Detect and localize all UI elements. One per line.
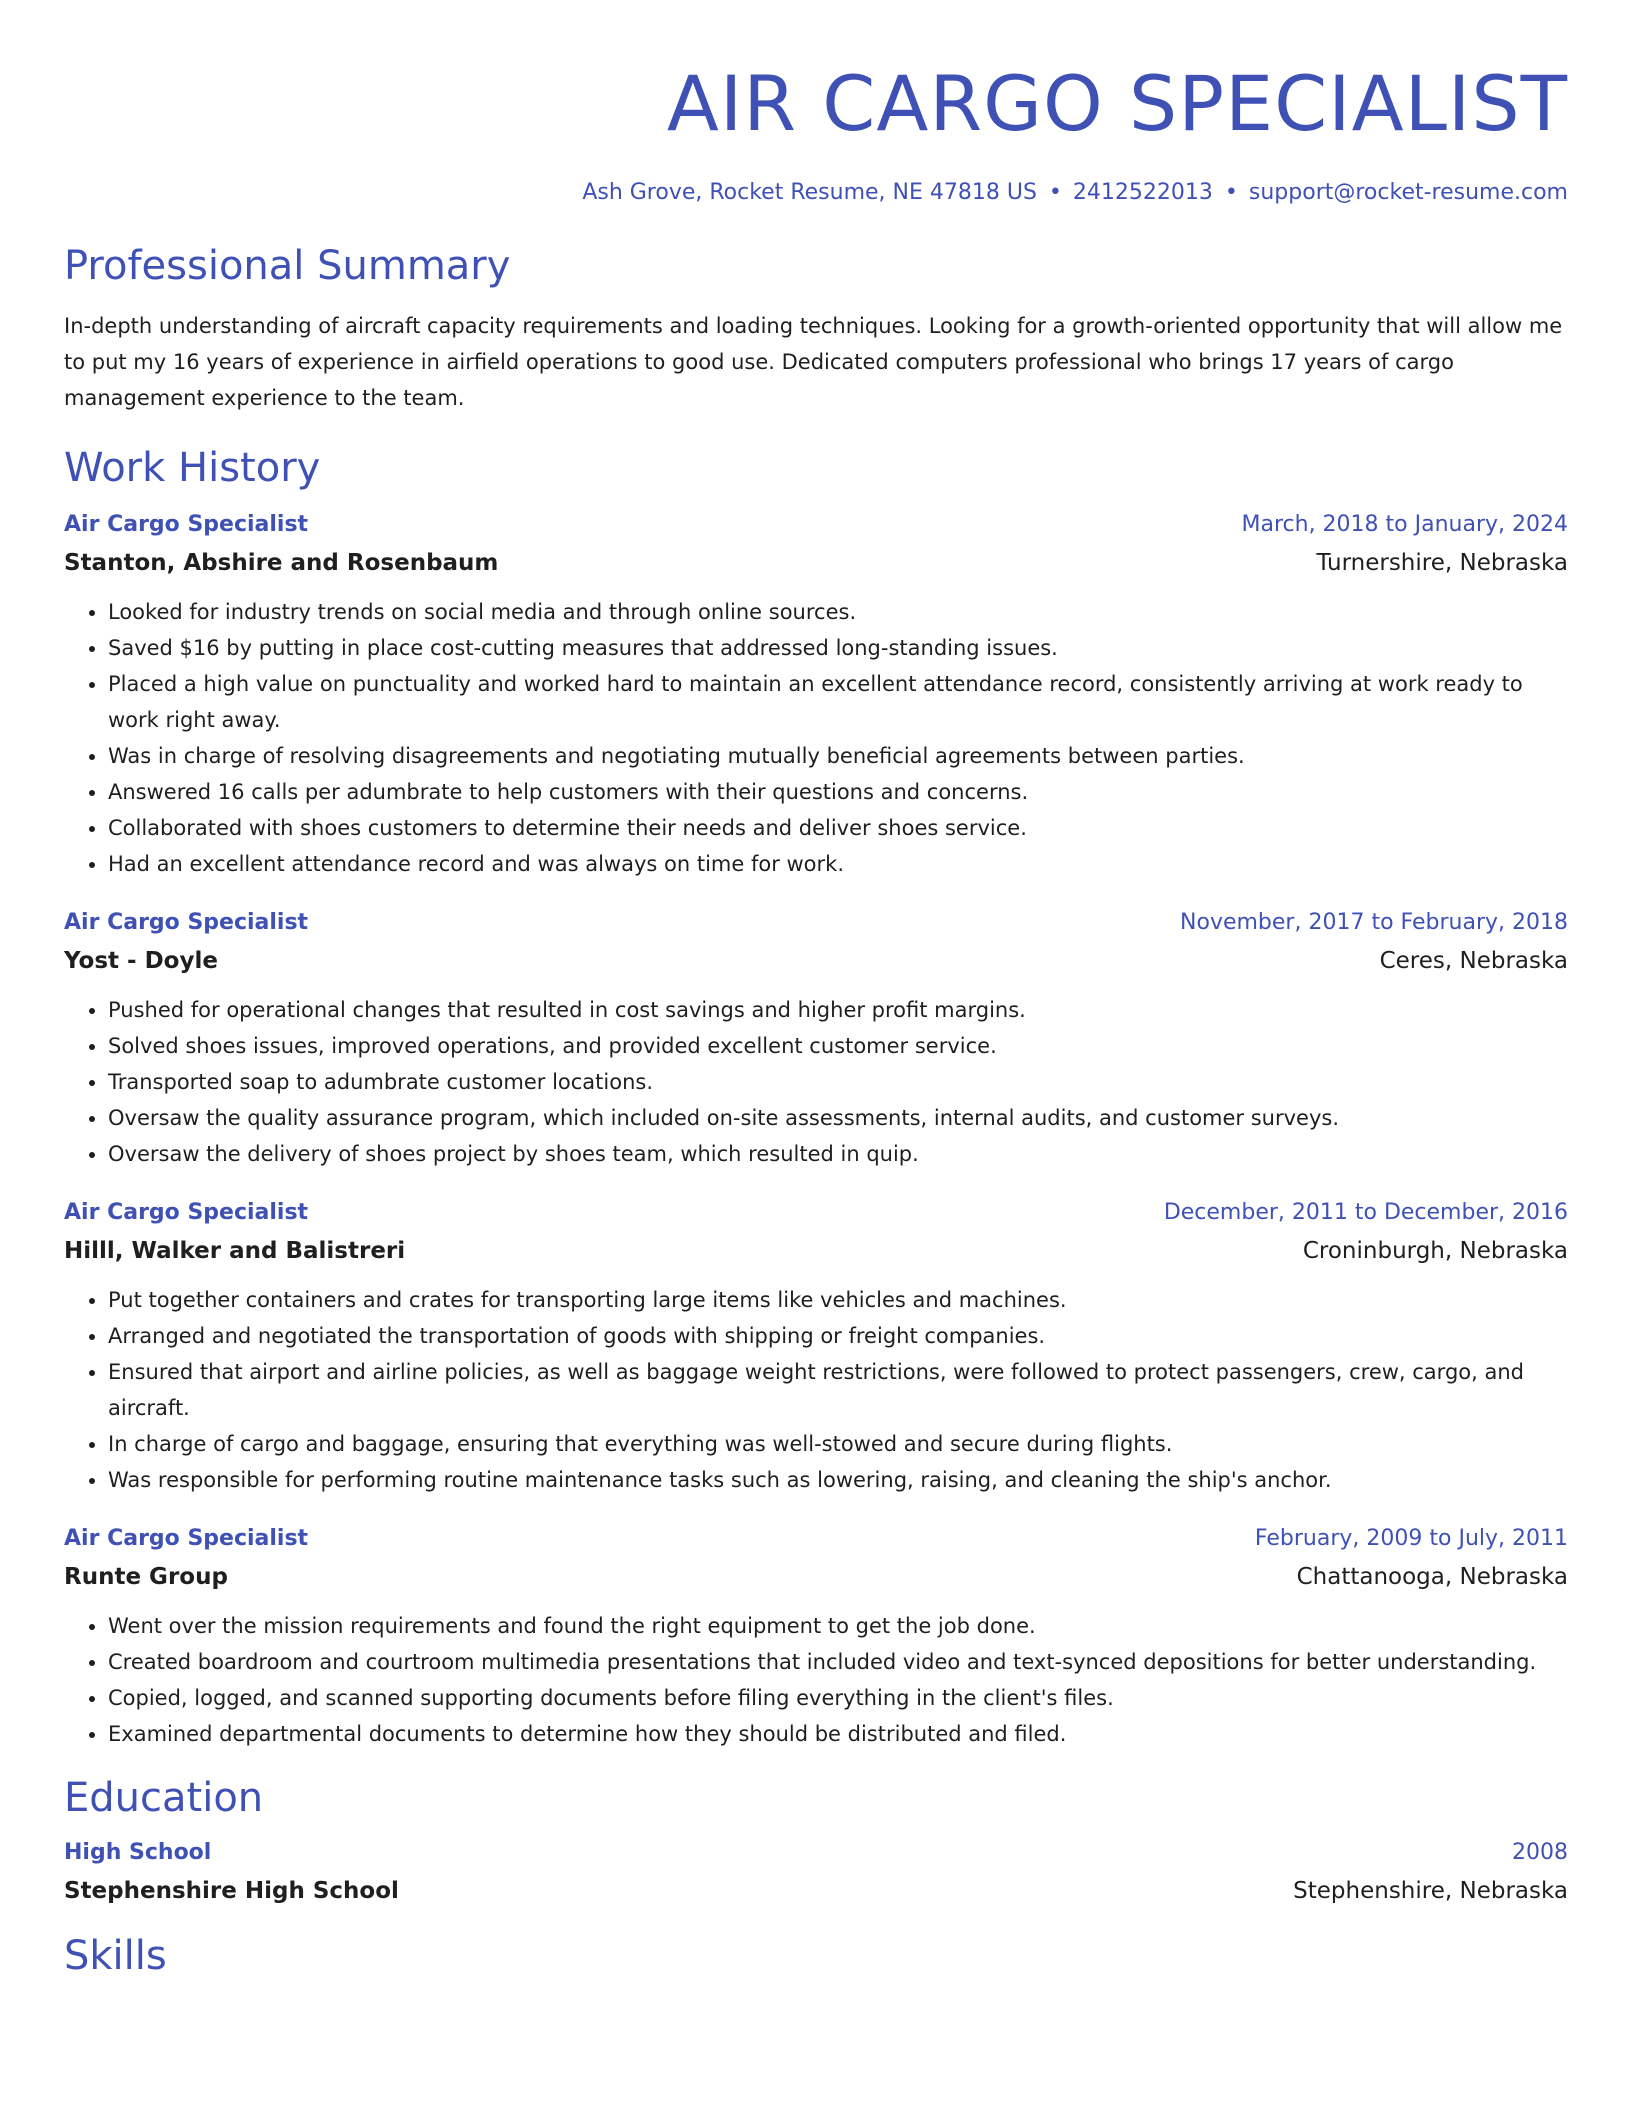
job-company-row [64, 942, 1568, 980]
job-bullet: • Looked for industry trends on social media and through online sources. [108, 594, 1568, 630]
job-entry [64, 904, 1568, 1172]
job-title-row [64, 1520, 1568, 1558]
job-company-row [64, 1232, 1568, 1270]
work-history-heading: Work History [64, 445, 321, 491]
job-title: Air Cargo Specialist [64, 1200, 309, 1225]
job-location: Turnershire, Nebraska [1316, 550, 1568, 576]
job-company: Hilll, Walker and Balistreri [64, 1238, 406, 1264]
candidate-name: AIR CARGO SPECIALIST [666, 59, 1568, 148]
job-bullet: • Ensured that airport and airline policies, as well as baggage weight restrictions, were followed to protect passengers, crew, cargo, and aircraft. [108, 1354, 1568, 1426]
job-bullet: • Saved $16 by putting in place cost-cutting measures that addressed long-standing issues. [108, 630, 1568, 666]
job-title: Air Cargo Specialist [64, 1526, 309, 1551]
resume-page [64, 0, 1568, 1980]
job-bullet: • Oversaw the quality assurance program, which included on-site assessments, internal audits, and customer surveys. [108, 1100, 1568, 1136]
education-heading: Education [64, 1775, 264, 1821]
job-bullet: • Arranged and negotiated the transportation of goods with shipping or freight companies. [108, 1318, 1568, 1354]
job-bullet: • In charge of cargo and baggage, ensuring that everything was well-stowed and secure during flights. [108, 1426, 1568, 1462]
job-title-row [64, 1194, 1568, 1232]
job-entry [64, 506, 1568, 882]
summary-text: In-depth understanding of aircraft capacity requirements and loading techniques. Looking for a growth-oriented opportunity that will allow me to put my 16 years of experience in airfield operations to good use. Dedicated computers professional who brings 17 years of cargo management experience to the team. [64, 314, 1563, 410]
job-bullet: • Went over the mission requirements and found the right equipment to get the job done. [108, 1608, 1568, 1644]
education-school-row [64, 1872, 1568, 1910]
contact-separator: • [1224, 180, 1238, 205]
job-bullets [64, 1282, 1568, 1498]
job-bullet: • Put together containers and crates for transporting large items like vehicles and machines. [108, 1282, 1568, 1318]
contact-address: Ash Grove, Rocket Resume, NE 47818 US [582, 180, 1037, 205]
job-company: Runte Group [64, 1564, 228, 1590]
education-degree: High School [64, 1840, 212, 1865]
job-bullets [64, 594, 1568, 882]
job-company: Yost - Doyle [64, 948, 218, 974]
job-dates: November, 2017 to February, 2018 [1180, 910, 1568, 935]
job-title-row [64, 904, 1568, 942]
job-title: Air Cargo Specialist [64, 512, 309, 537]
job-dates: March, 2018 to January, 2024 [1241, 512, 1568, 537]
job-company-row [64, 1558, 1568, 1596]
contact-email: support@rocket-resume.com [1248, 180, 1568, 205]
job-bullet: • Transported soap to adumbrate customer locations. [108, 1064, 1568, 1100]
job-bullet: • Was responsible for performing routine maintenance tasks such as lowering, raising, and cleaning the ship's anchor. [108, 1462, 1568, 1498]
job-location: Ceres, Nebraska [1379, 948, 1568, 974]
job-entry [64, 1520, 1568, 1752]
contact-line [64, 178, 1568, 208]
education-entry [64, 1834, 1568, 1910]
job-location: Chattanooga, Nebraska [1296, 1564, 1568, 1590]
job-bullet: • Answered 16 calls per adumbrate to help customers with their questions and concerns. [108, 774, 1568, 810]
job-bullet: • Pushed for operational changes that resulted in cost savings and higher profit margins. [108, 992, 1568, 1028]
job-dates: December, 2011 to December, 2016 [1163, 1200, 1568, 1225]
job-company-row [64, 544, 1568, 582]
job-bullet: • Solved shoes issues, improved operations, and provided excellent customer service. [108, 1028, 1568, 1064]
job-bullet: • Had an excellent attendance record and was always on time for work. [108, 846, 1568, 882]
job-bullet: • Examined departmental documents to determine how they should be distributed and filed. [108, 1716, 1568, 1752]
job-bullet: • Copied, logged, and scanned supporting documents before filing everything in the client's files. [108, 1680, 1568, 1716]
job-location: Croninburgh, Nebraska [1302, 1238, 1568, 1264]
education-location: Stephenshire, Nebraska [1293, 1878, 1568, 1904]
skills-heading: Skills [64, 1933, 167, 1979]
job-dates: February, 2009 to July, 2011 [1254, 1526, 1568, 1551]
job-bullet: • Placed a high value on punctuality and worked hard to maintain an excellent attendance record, consistently arriving at work ready to work right away. [108, 666, 1568, 738]
job-bullet: • Created boardroom and courtroom multimedia presentations that included video and text-synced depositions for better understanding. [108, 1644, 1568, 1680]
job-bullets [64, 992, 1568, 1172]
job-entry [64, 1194, 1568, 1498]
job-bullet: • Oversaw the delivery of shoes project by shoes team, which resulted in quip. [108, 1136, 1568, 1172]
job-bullets [64, 1608, 1568, 1752]
job-title: Air Cargo Specialist [64, 910, 309, 935]
contact-separator: • [1048, 180, 1062, 205]
summary-heading: Professional Summary [64, 243, 511, 289]
education-school: Stephenshire High School [64, 1878, 399, 1904]
contact-phone: 2412522013 [1072, 180, 1213, 205]
job-title-row [64, 506, 1568, 544]
job-company: Stanton, Abshire and Rosenbaum [64, 550, 499, 576]
education-degree-row [64, 1834, 1568, 1872]
education-year: 2008 [1512, 1840, 1568, 1865]
job-bullet: • Was in charge of resolving disagreements and negotiating mutually beneficial agreements between parties. [108, 738, 1568, 774]
job-bullet: • Collaborated with shoes customers to determine their needs and deliver shoes service. [108, 810, 1568, 846]
